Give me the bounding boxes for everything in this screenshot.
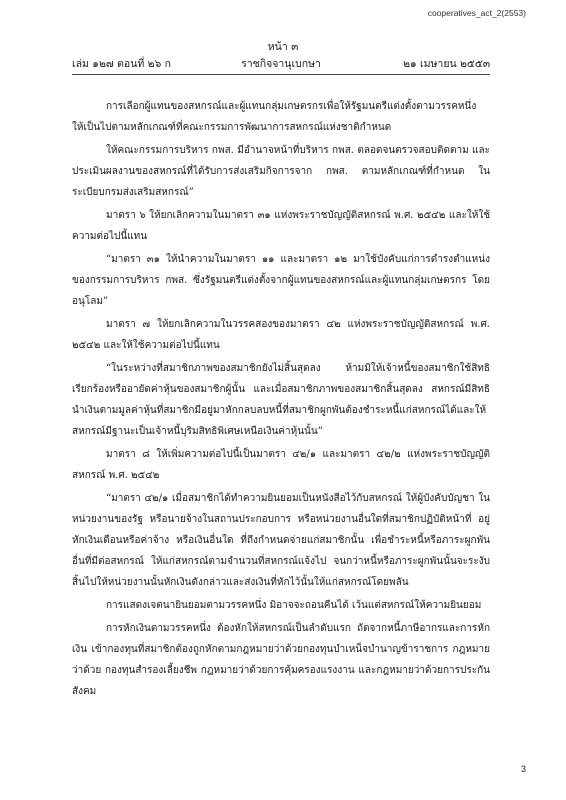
paragraph: “มาตรา ๔๒/๑ เมื่อสมาชิกได้ทำความยินยอมเป็นหนังสือไว้กับสหกรณ์ ให้ผู้บังคับบัญชา ในหน่วยงานของรัฐ หรือนายจ้างในสถานประกอบการ หรือหน่วยงานอื่นใดที่สมาชิกปฏิบัติหน้าที่ อยู่หักเงินเดือนหรือค่าจ้าง หรือเงินอื่นใด ที่ถึงกำหนดจ่ายแก่สมาชิกนั้น เพื่อชำระหนี้หรือภาระผูกพัน อื่นที่มีต่อสหกรณ์ ให้แก่สหกรณ์ตามจำนวนที่สหกรณ์แจ้งไป จนกว่าหนี้หรือภาระผูกพันนั้นจะระงับ สิ้นไปให้หน่วยงานนั้นหักเงินดังกล่าวและส่งเงินที่หักไว้นั้นให้แก่สหกรณ์โดยพลัน — [72, 493, 490, 588]
paragraph: มาตรา ๗ ให้ยกเลิกความในวรรคสองของมาตรา ๔๒ แห่งพระราชบัญญัติสหกรณ์ พ.ศ. ๒๕๔๒ และให้ใช้ความต่อไปนี้แทน — [72, 319, 490, 351]
page-number-header: หน้า ๓ — [267, 41, 299, 53]
paragraph: ให้คณะกรรมการบริหาร กพส. มีอำนาจหน้าที่บริหาร กพส. ตลอดจนตรวจสอบติดตาม และประเมินผลงานของสหกรณ์ที่ได้รับการส่งเสริมกิจการจาก กพส. ตามหลักเกณฑ์ที่กำหนด ในระเบียบกรมส่งเสริมสหกรณ์” — [72, 145, 490, 198]
gazette-header — [72, 55, 490, 69]
header-divider — [72, 74, 490, 75]
gazette-date: ๒๑ เมษายน ๒๕๕๓ — [403, 58, 490, 70]
paragraph: มาตรา ๖ ให้ยกเลิกความในมาตรา ๓๑ แห่งพระราชบัญญัติสหกรณ์ พ.ศ. ๒๕๔๒ และให้ใช้ความต่อไปนี้แทน — [72, 210, 490, 242]
paragraph: “มาตรา ๓๑ ให้นำความในมาตรา ๑๑ และมาตรา ๑๒ มาใช้บังคับแก่การดำรงตำแหน่ง ของกรรมการบริหาร กพส. ซึ่งรัฐมนตรีแต่งตั้งจากผู้แทนของสหกรณ์และผู้แทนกลุ่มเกษตรกร โดยอนุโลม” — [72, 254, 490, 307]
paragraph: การแสดงเจตนายินยอมตามวรรคหนึ่ง มิอาจจะถอนคืนได้ เว้นแต่สหกรณ์ให้ความยินยอม — [106, 600, 482, 611]
paragraph: มาตรา ๘ ให้เพิ่มความต่อไปนี้เป็นมาตรา ๔๒/๑ และมาตรา ๔๒/๒ แห่งพระราชบัญญัติ สหกรณ์ พ.ศ. ๒๕๔๒ — [72, 449, 490, 481]
gazette-title: ราชกิจจานุเบกษา — [241, 58, 321, 70]
paragraph: การเลือกผู้แทนของสหกรณ์และผู้แทนกลุ่มเกษตรกรเพื่อให้รัฐมนตรีแต่งตั้งตามวรรคหนึ่ง ให้เป็นไปตามหลักเกณฑ์ที่คณะกรรมการพัฒนาการสหกรณ์แห่งชาติกำหนด — [72, 101, 477, 133]
document-file-tag: cooperatives_act_2(2553) — [427, 8, 526, 18]
page-number-footer: 3 — [520, 764, 526, 774]
document-body — [72, 96, 490, 702]
paragraph: “ในระหว่างที่สมาชิกภาพของสมาชิกยังไม่สิ้นสุดลง ห้ามมิให้เจ้าหนี้ของสมาชิกใช้สิทธิ เรียกร้องหรืออายัดค่าหุ้นของสมาชิกผู้นั้น และเมื่อสมาชิกภาพของสมาชิกสิ้นสุดลง สหกรณ์มีสิทธิ นำเงินตามมูลค่าหุ้นที่สมาชิกมีอยู่มาหักกลบลบหนี้ที่สมาชิกผูกพันต้องชำระหนี้แก่สหกรณ์ได้และให้ สหกรณ์มีฐานะเป็นเจ้าหนี้บุริมสิทธิพิเศษเหนือเงินค่าหุ้นนั้น” — [72, 363, 490, 437]
gazette-volume: เล่ม ๑๒๗ ตอนที่ ๒๖ ก — [72, 58, 171, 70]
paragraph: การหักเงินตามวรรคหนึ่ง ต้องหักให้สหกรณ์เป็นลำดับแรก ถัดจากหนี้ภาษีอากรและการหักเงิน เข้ากองทุนที่สมาชิกต้องถูกหักตามกฎหมายว่าด้วยกองทุนบำเหน็จบำนาญข้าราชการ กฎหมายว่าด้วย กองทุนสำรองเลี้ยงชีพ กฎหมายว่าด้วยการคุ้มครองแรงงาน และกฎหมายว่าด้วยการประกันสังคม — [72, 623, 490, 697]
